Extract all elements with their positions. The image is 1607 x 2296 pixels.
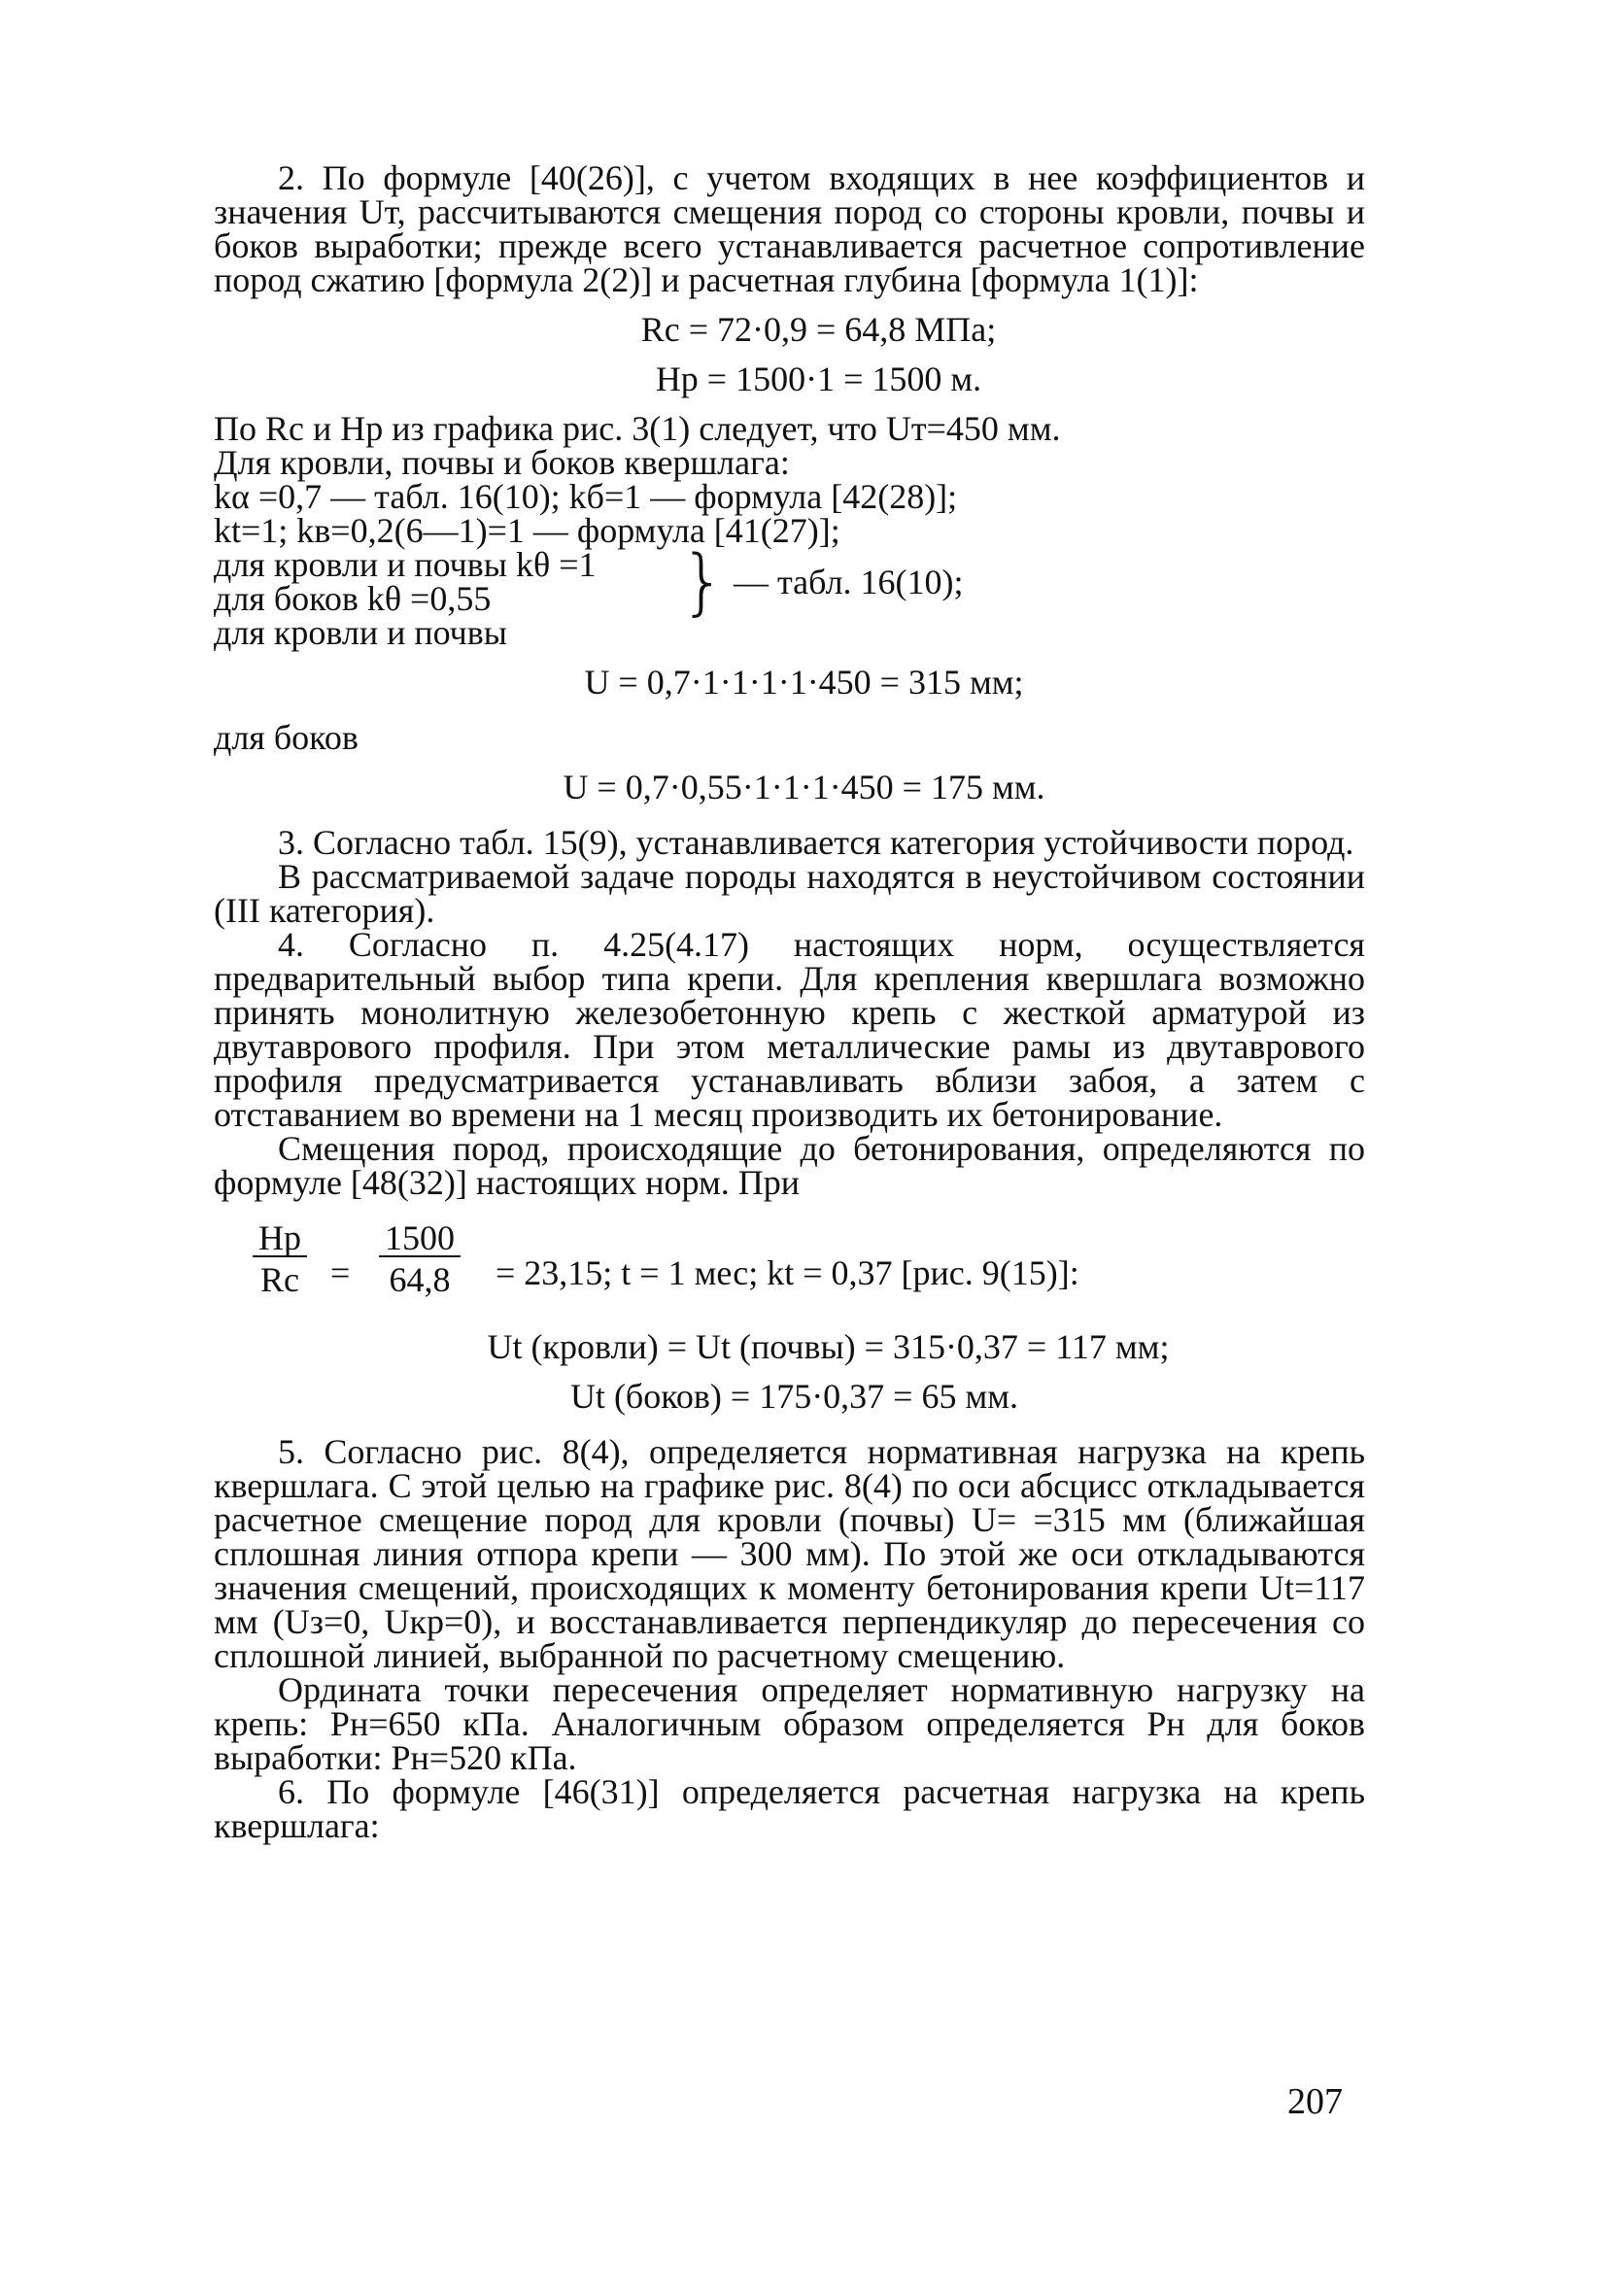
line-kt: kt=1; kв=0,2(6—1)=1 — формула [41(27)]; <box>214 511 840 550</box>
paragraph-3b: В рассматриваемой задаче породы находятся в неустойчивом состоянии (III категория). <box>214 857 1365 930</box>
equation-u-roof: U = 0,7·1·1·1·1·450 = 315 мм; <box>584 663 1024 702</box>
fraction-numerator: 1500 <box>385 1218 455 1257</box>
page-number: 207 <box>1287 2081 1343 2122</box>
line-k-alpha: kα =0,7 — табл. 16(10); kб=1 — формула [42(28)]; <box>214 477 958 516</box>
fraction-result: = 23,15; t = 1 мес; kt = 0,37 [рис. 9(15)]: <box>496 1253 1079 1292</box>
brace-table-ref: — табл. 16(10); <box>734 563 964 601</box>
equation-ut-roof: Ut (кровли) = Ut (почвы) = 315·0,37 = 117 мм; <box>487 1327 1170 1366</box>
fraction-equation <box>214 1218 1365 1330</box>
paragraph-5b: Ордината точки пересечения определяет нормативную нагрузку на крепь: Pн=650 кПа. Аналогичным образом определяется Pн для боков выработки: Pн=520 кПа. <box>214 1670 1365 1777</box>
equation-u-sides: U = 0,7·0,55·1·1·1·450 = 175 мм. <box>563 768 1045 806</box>
line-roof-floor-sides: Для кровли, почвы и боков квершлага: <box>214 443 790 482</box>
equation-ut-sides: Ut (боков) = 175·0,37 = 65 мм. <box>569 1377 1019 1416</box>
line-sides: для боков <box>214 718 359 757</box>
line-roof-floor: для кровли и почвы <box>214 613 507 652</box>
line-ut: По Rс и Hр из графика рис. 3(1) следует, что Uт=450 мм. <box>214 409 1061 448</box>
paragraph-4: 4. Согласно п. 4.25(4.17) настоящих норм, осуществляется предварительный выбор типа крепи. Для крепления квершлага возможно принять монолитную железобетонную крепь с жесткой арматурой из двутаврового профиля. При этом металлические рамы из двутаврового профиля предусматривается устанавливать вблизи забоя, а затем с отставанием во времени на 1 месяц производить их бетонирование. <box>214 925 1365 1134</box>
paragraph-6: 6. По формуле [46(31)] определяется расчетная нагрузка на крепь квершлага: <box>214 1772 1365 1845</box>
paragraph-5: 5. Согласно рис. 8(4), определяется нормативная нагрузка на крепь квершлага. С этой целью на графике рис. 8(4) по оси абсцисс откладывается расчетное смещение пород для кровли (почвы) U= =315 мм (ближайшая сплошная линия отпора крепи — 300 мм). По этой же оси откладываются значения смещений, происходящих к моменту бетонирования крепи Ut=117 мм (Uз=0, Uкр=0), и восстанавливается перпендикуляр до пересечения со сплошной линией, выбранной по расчетному смещению. <box>214 1432 1365 1675</box>
text-column <box>214 158 1365 1845</box>
fraction-numerator: Hр <box>258 1218 301 1257</box>
fraction-denominator: 64,8 <box>379 1255 461 1297</box>
paragraph-3: 3. Согласно табл. 15(9), устанавливается категория устойчивости пород. <box>278 823 1354 862</box>
fraction-hp-rc <box>253 1218 307 1299</box>
equation-hp: Hр = 1500·1 = 1500 м. <box>655 360 982 398</box>
paragraph-4b: Смещения пород, происходящие до бетонирования, определяются по формуле [48(32)] настоящих норм. При <box>214 1129 1365 1202</box>
fraction-denominator: Rс <box>253 1255 307 1297</box>
brace-line-roof: для кровли и почвы kθ =1 <box>214 545 597 584</box>
brace-line-sides: для боков kθ =0,55 <box>214 579 492 618</box>
fraction-equals: = <box>330 1253 351 1292</box>
fraction-values <box>379 1218 461 1299</box>
curly-brace-icon: } <box>680 540 727 624</box>
brace-group <box>214 540 1365 624</box>
equation-rc: Rс = 72·0,9 = 64,8 МПа; <box>640 310 997 349</box>
paragraph-2: 2. По формуле [40(26)], с учетом входящих в нее коэффициентов и значения Uт, рассчитываются смещения пород со стороны кровли, почвы и боков выработки; прежде всего устанавливается расчетное сопротивление пород сжатию [формула 2(2)] и расчетная глубина [формула 1(1)]: <box>214 158 1365 299</box>
